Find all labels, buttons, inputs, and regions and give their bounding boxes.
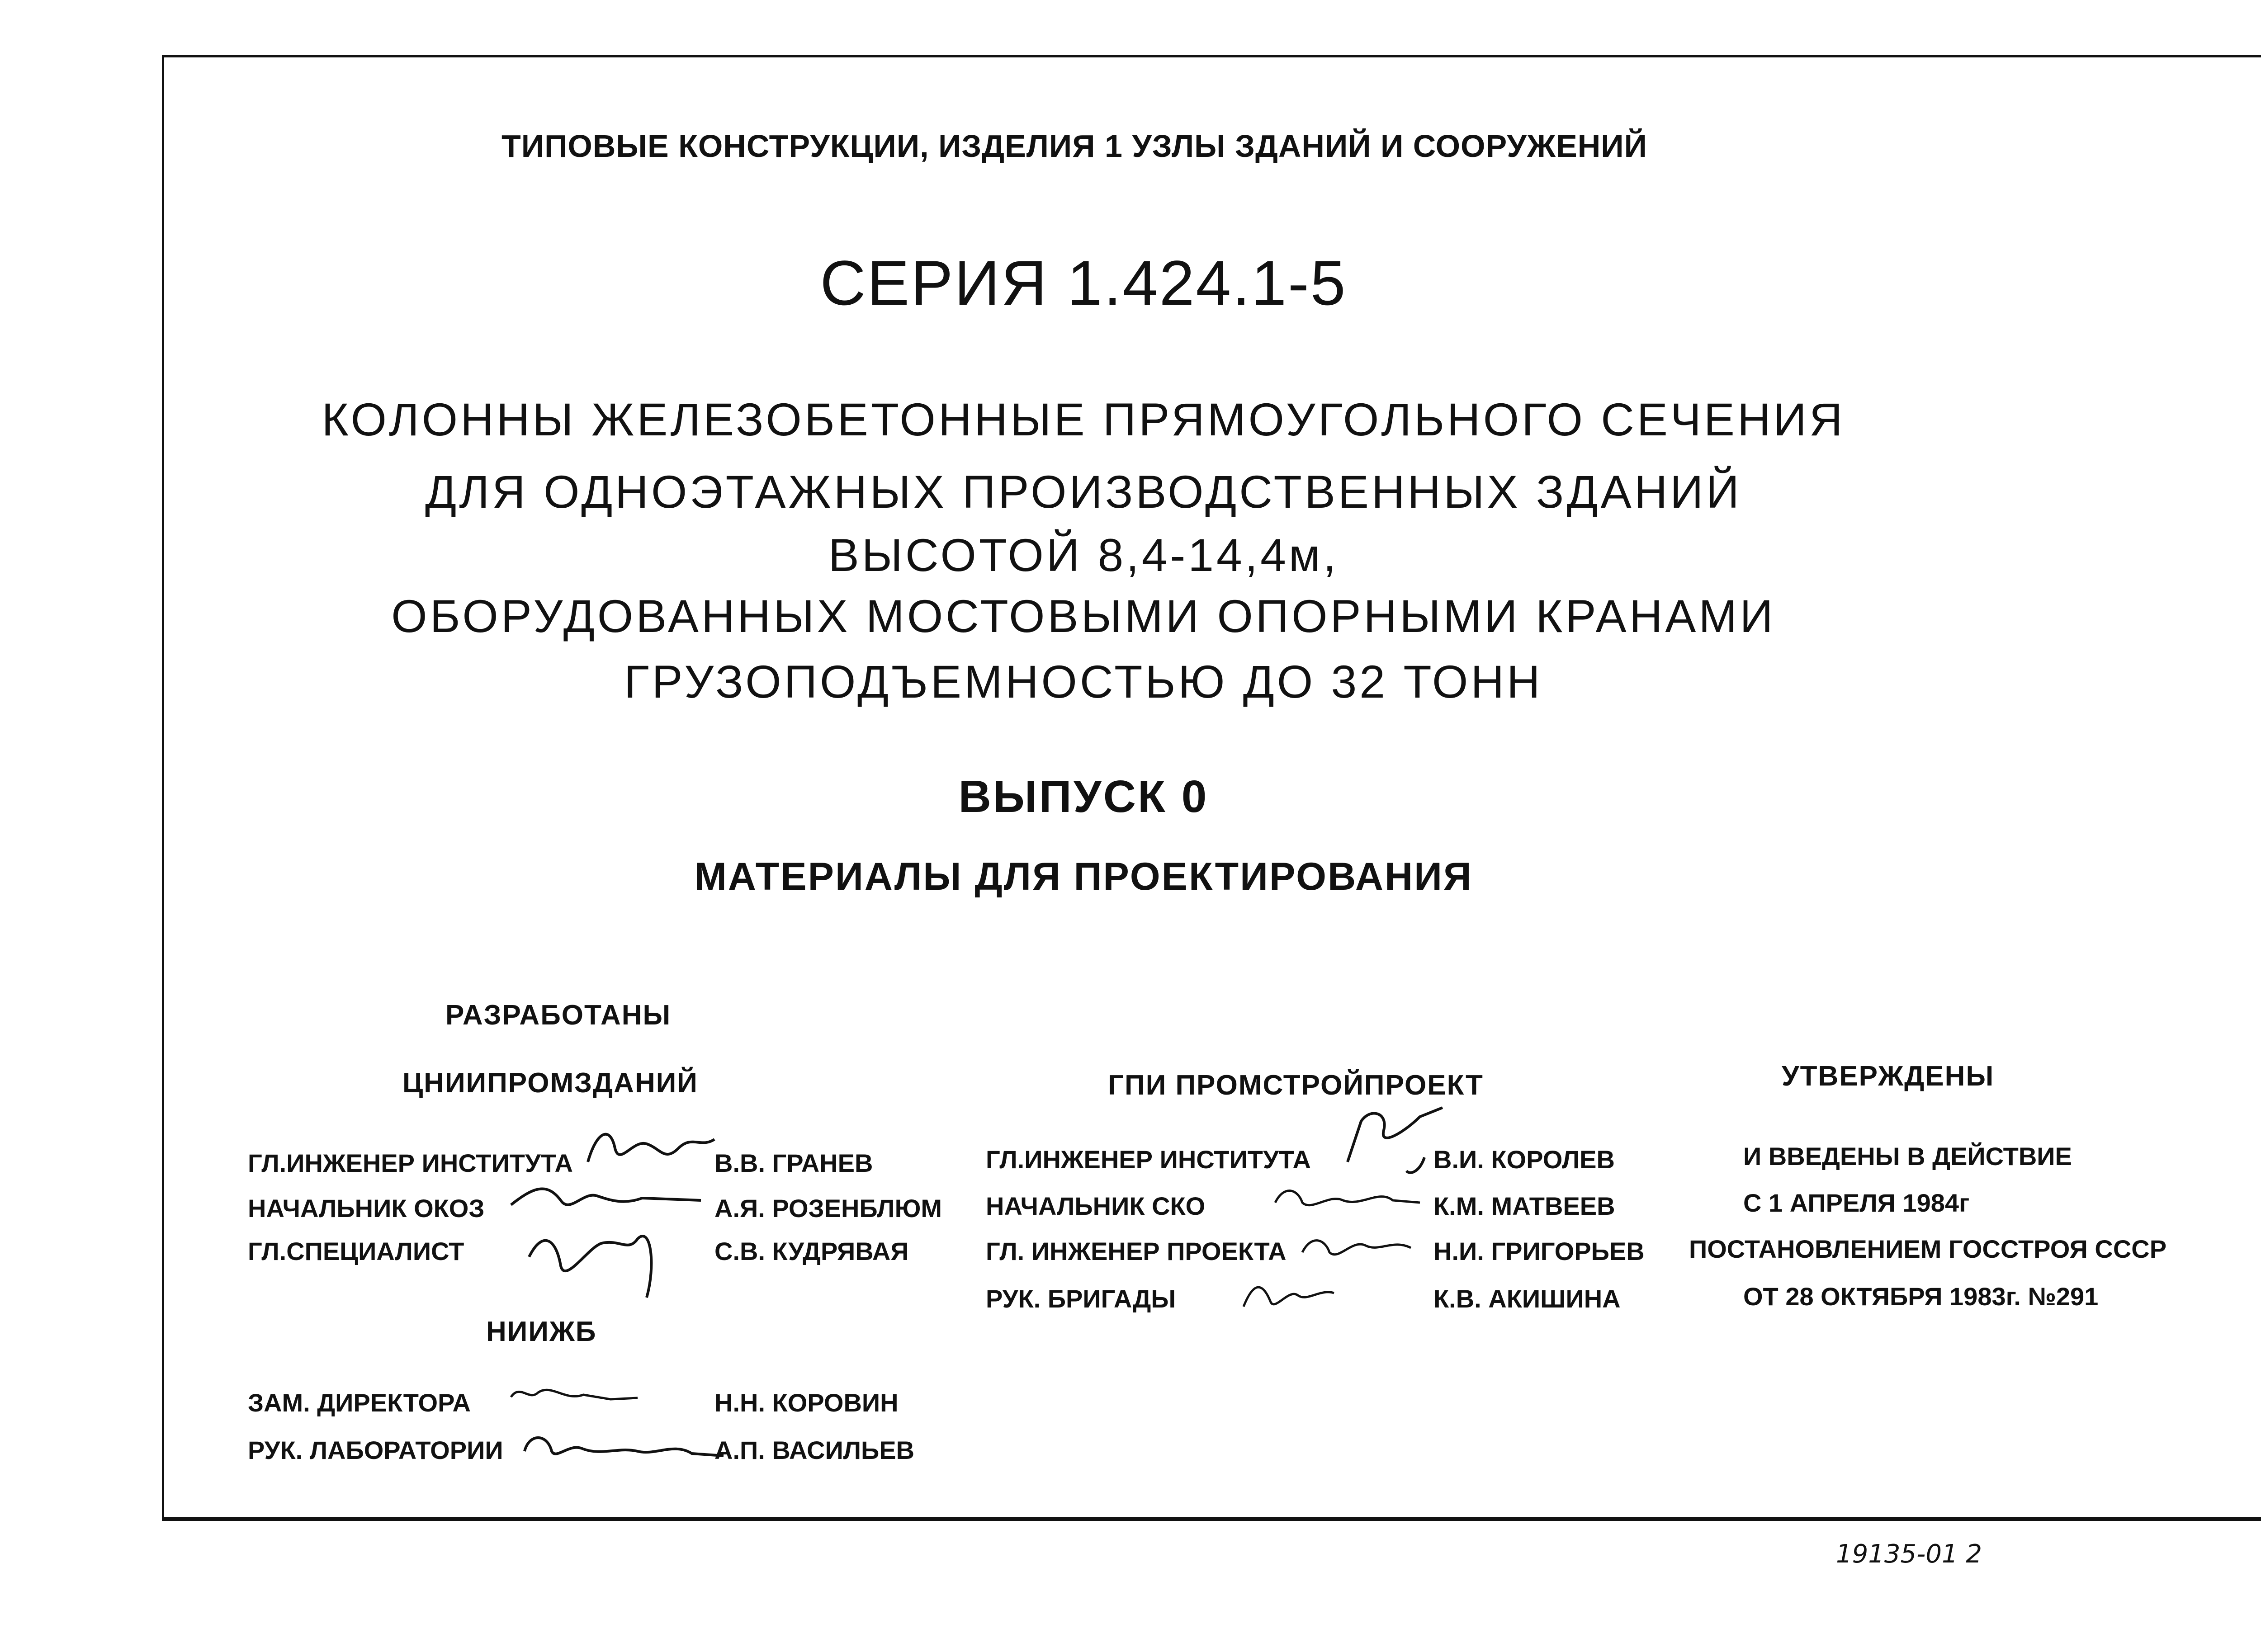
signature-grigoriev	[1298, 1225, 1424, 1266]
signature-korovin	[506, 1379, 642, 1411]
org1-role-3: ГЛ.СПЕЦИАЛИСТ	[248, 1237, 464, 1265]
org3-role-3: ГЛ. ИНЖЕНЕР ПРОЕКТА	[986, 1237, 1287, 1265]
title-line-4: ОБОРУДОВАННЫХ МОСТОВЫМИ ОПОРНЫМИ КРАНАМИ	[391, 590, 1776, 642]
document-number: 19135-01 2	[1836, 1539, 1982, 1569]
org2-person-1: Н.Н. КОРОВИН	[714, 1388, 899, 1417]
org2-person-2: А.П. ВАСИЛЬЕВ	[714, 1436, 915, 1464]
org3-person-3: Н.И. ГРИГОРЬЕВ	[1433, 1237, 1645, 1265]
series-title: СЕРИЯ 1.424.1-5	[820, 247, 1347, 318]
approved-line-2: С 1 АПРЕЛЯ 1984г	[1743, 1189, 1970, 1217]
approved-title: УТВЕРЖДЕНЫ	[1782, 1061, 1995, 1092]
org1-person-2: А.Я. РОЗЕНБЛЮМ	[714, 1194, 942, 1222]
approved-line-4: ОТ 28 ОКТЯБРЯ 1983г. №291	[1743, 1282, 2099, 1311]
org2-role-2: РУК. ЛАБОРАТОРИИ	[248, 1436, 503, 1464]
signature-vasilyev	[520, 1429, 728, 1465]
title-line-2: ДЛЯ ОДНОЭТАЖНЫХ ПРОИЗВОДСТВЕННЫХ ЗДАНИЙ	[425, 466, 1742, 518]
org3-role-4: РУК. БРИГАДЫ	[986, 1284, 1176, 1313]
approved-line-1: И ВВЕДЕНЫ В ДЕЙСТВИЕ	[1743, 1142, 2072, 1171]
signature-kudryavaya	[520, 1212, 683, 1302]
signature-matveev	[1266, 1175, 1429, 1221]
developed-label: РАЗРАБОТАНЫ	[445, 1000, 672, 1031]
org1-person-3: С.В. КУДРЯВАЯ	[714, 1237, 909, 1265]
org1-role-2: НАЧАЛЬНИК ОКОЗ	[248, 1194, 485, 1222]
org3-person-4: К.В. АКИШИНА	[1433, 1284, 1621, 1313]
org1-role-1: ГЛ.ИНЖЕНЕР ИНСТИТУТА	[248, 1149, 573, 1177]
org1-name: ЦНИИПРОМЗДАНИЙ	[402, 1067, 698, 1099]
org3-person-2: К.М. МАТВЕЕВ	[1433, 1192, 1615, 1220]
header-text: ТИПОВЫЕ КОНСТРУКЦИИ, ИЗДЕЛИЯ 1 УЗЛЫ ЗДАНИЙ И СООРУЖЕНИЙ	[501, 128, 1647, 164]
org2-role-1: ЗАМ. ДИРЕКТОРА	[248, 1388, 471, 1417]
org3-name: ГПИ ПРОМСТРОЙПРОЕКТ	[1108, 1070, 1484, 1101]
issue-number: ВЫПУСК 0	[958, 771, 1209, 822]
signature-granev	[583, 1121, 719, 1175]
signature-korolev	[1334, 1103, 1452, 1180]
org3-role-1: ГЛ.ИНЖЕНЕР ИНСТИТУТА	[986, 1145, 1311, 1174]
title-line-1: КОЛОННЫ ЖЕЛЕЗОБЕТОННЫЕ ПРЯМОУГОЛЬНОГО СЕЧЕНИЯ	[322, 394, 1845, 445]
org3-role-2: НАЧАЛЬНИК СКО	[986, 1192, 1206, 1220]
org1-person-1: В.В. ГРАНЕВ	[714, 1149, 873, 1177]
org2-name: НИИЖБ	[486, 1316, 597, 1347]
signature-akishina	[1239, 1270, 1343, 1316]
title-line-3: ВЫСОТОЙ 8,4-14,4м,	[828, 529, 1339, 581]
approved-line-3: ПОСТАНОВЛЕНИЕМ ГОССТРОЯ СССР	[1689, 1235, 2167, 1263]
org3-person-1: В.И. КОРОЛЕВ	[1433, 1145, 1615, 1174]
materials-subtitle: МАТЕРИАЛЫ ДЛЯ ПРОЕКТИРОВАНИЯ	[694, 855, 1473, 898]
title-line-5: ГРУЗОПОДЪЕМНОСТЬЮ ДО 32 ТОНН	[624, 656, 1543, 708]
